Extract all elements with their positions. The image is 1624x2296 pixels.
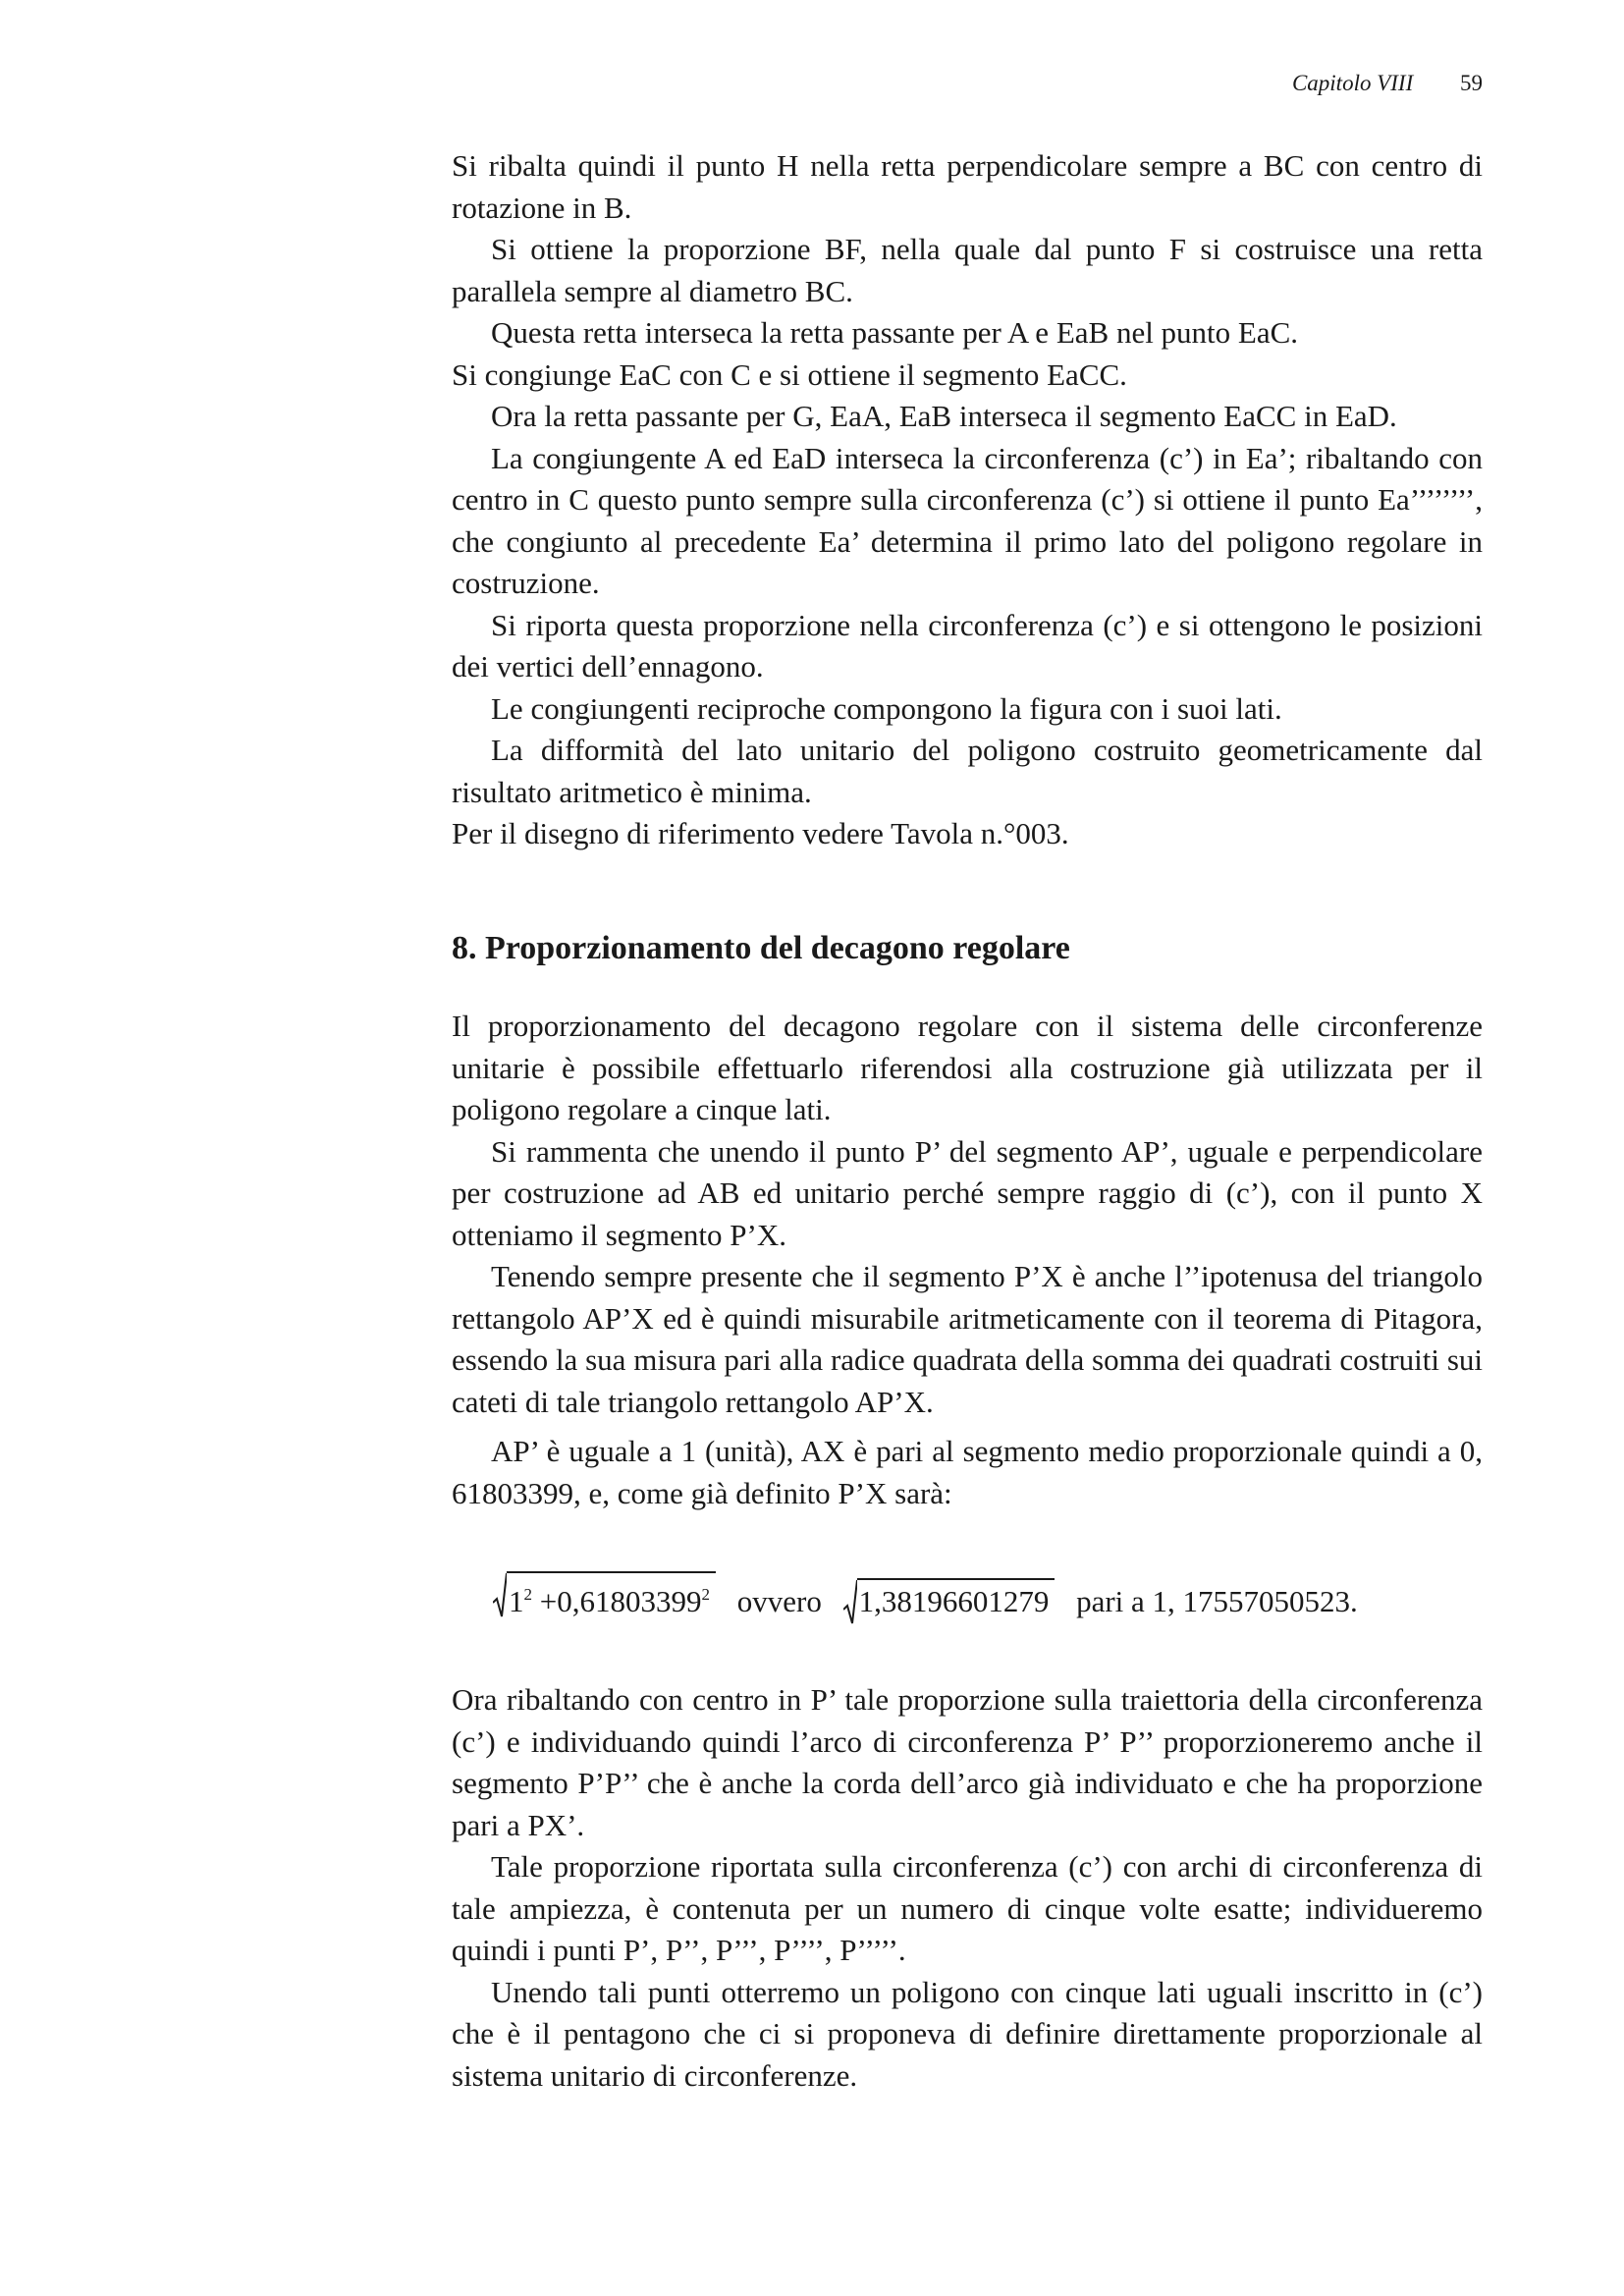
paragraph: La difformità del lato unitario del poligono costruito geometricamente dal risultato aritmetico è minima. xyxy=(452,733,1483,809)
chapter-title: Capitolo VIII xyxy=(1291,71,1414,95)
paragraph: Si ottiene la proporzione BF, nella quale dal punto F si costruisce una retta parallela sempre al diametro BC. xyxy=(452,232,1483,308)
square-root xyxy=(493,1571,716,1625)
paragraph: Tale proporzione riportata sulla circonferenza (c’) con archi di circonferenza di tale ampiezza, è contenuta per un numero di cinque volte esatte; individueremo quindi i punti P’, P’’, P’’’, P’’’’, P’’’’’. xyxy=(452,1849,1483,1967)
formula-connector: ovvero xyxy=(736,1584,822,1618)
paragraph: Il proporzionamento del decagono regolare con il sistema delle circonferenze unitarie è possibile effettuarlo riferendosi alla costruzione già utilizzata per il poligono regolare a cinque lati. xyxy=(452,1009,1483,1126)
paragraph: Si ribalta quindi il punto H nella retta perpendicolare sempre a BC con centro di rotazione in B. xyxy=(452,148,1483,225)
paragraph: Si rammenta che unendo il punto P’ del segmento AP’, uguale e perpendicolare per costruzione ad AB ed unitario perché sempre raggio di (c’), con il punto X otteniamo il segmento P’X. xyxy=(452,1133,1483,1252)
paragraph: Tenendo sempre presente che il segmento P’X è anche l’’ipotenusa del triangolo rettangolo AP’X ed è quindi misurabile aritmeticamente con il teorema di Pitagora, essendo la sua misura pari alla radice quadrata della somma dei quadrati costruiti sui cateti di tale triangolo rettangolo AP’X. xyxy=(452,1259,1483,1419)
paragraph: Unendo tali punti otterremo un poligono con cinque lati uguali inscritto in (c’) che è il pentagono che ci si proponeva di definire direttamente proporzionale al sistema unitario di circonferenze. xyxy=(452,1974,1483,2093)
paragraph: AP’ è uguale a 1 (unità), AX è pari al segmento medio proporzionale quindi a 0, 61803399, e, come già definito P’X sarà: xyxy=(452,1434,1483,1510)
section2-body xyxy=(452,1006,1483,1514)
square-root xyxy=(843,1578,1056,1625)
paragraph: Questa retta interseca la retta passante per A e EaB nel punto EaC. xyxy=(491,315,1299,350)
radical-sign-icon xyxy=(493,1571,507,1618)
radical-sign-icon xyxy=(843,1578,857,1625)
paragraph: Le congiungenti reciproche compongono la figura con i suoi lati. xyxy=(491,690,1282,726)
running-head xyxy=(1178,71,1483,96)
paragraph: La congiungente A ed EaD interseca la circonferenza (c’) in Ea’; ribaltando con centro in C questo punto sempre sulla circonferenza (c’) si ottiene il punto Ea’’’’’’’’, che congiunto al precedente Ea’ determina il primo lato del poligono regolare in costruzione. xyxy=(452,440,1483,600)
paragraph: Ora ribaltando con centro in P’ tale proporzione sulla traiettoria della circonferenza (c’) e individuando quindi l’arco di circonferenza P’ P’’ proporzioneremo anche il segmento P’P’’ che è anche la corda dell’arco già individuato e che ha proporzione pari a PX’. xyxy=(452,1682,1483,1842)
paragraph: Si congiunge EaC con C e si ottiene il segmento EaCC. xyxy=(452,356,1127,392)
section-heading: 8. Proporzionamento del decagono regolare xyxy=(452,930,1070,966)
section1-body xyxy=(452,145,1483,855)
radicand: 1,38196601279 xyxy=(857,1578,1056,1621)
paragraph: Per il disegno di riferimento vedere Tavola n.°003. xyxy=(452,816,1069,850)
paragraph: Si riporta questa proporzione nella circonferenza (c’) e si ottengono le posizioni dei vertici dell’ennagono. xyxy=(452,607,1483,683)
section2-body-continued xyxy=(452,1679,1483,2097)
radicand: $1^2 +0,61803399^2$ xyxy=(507,1571,716,1621)
page-number: 59 xyxy=(1460,71,1483,95)
paragraph: Ora la retta passante per G, EaA, EaB interseca il segmento EaCC in EaD. xyxy=(491,399,1397,433)
formula-result: pari a 1, 17557050523. xyxy=(1076,1584,1358,1618)
formula xyxy=(493,1571,1485,1625)
